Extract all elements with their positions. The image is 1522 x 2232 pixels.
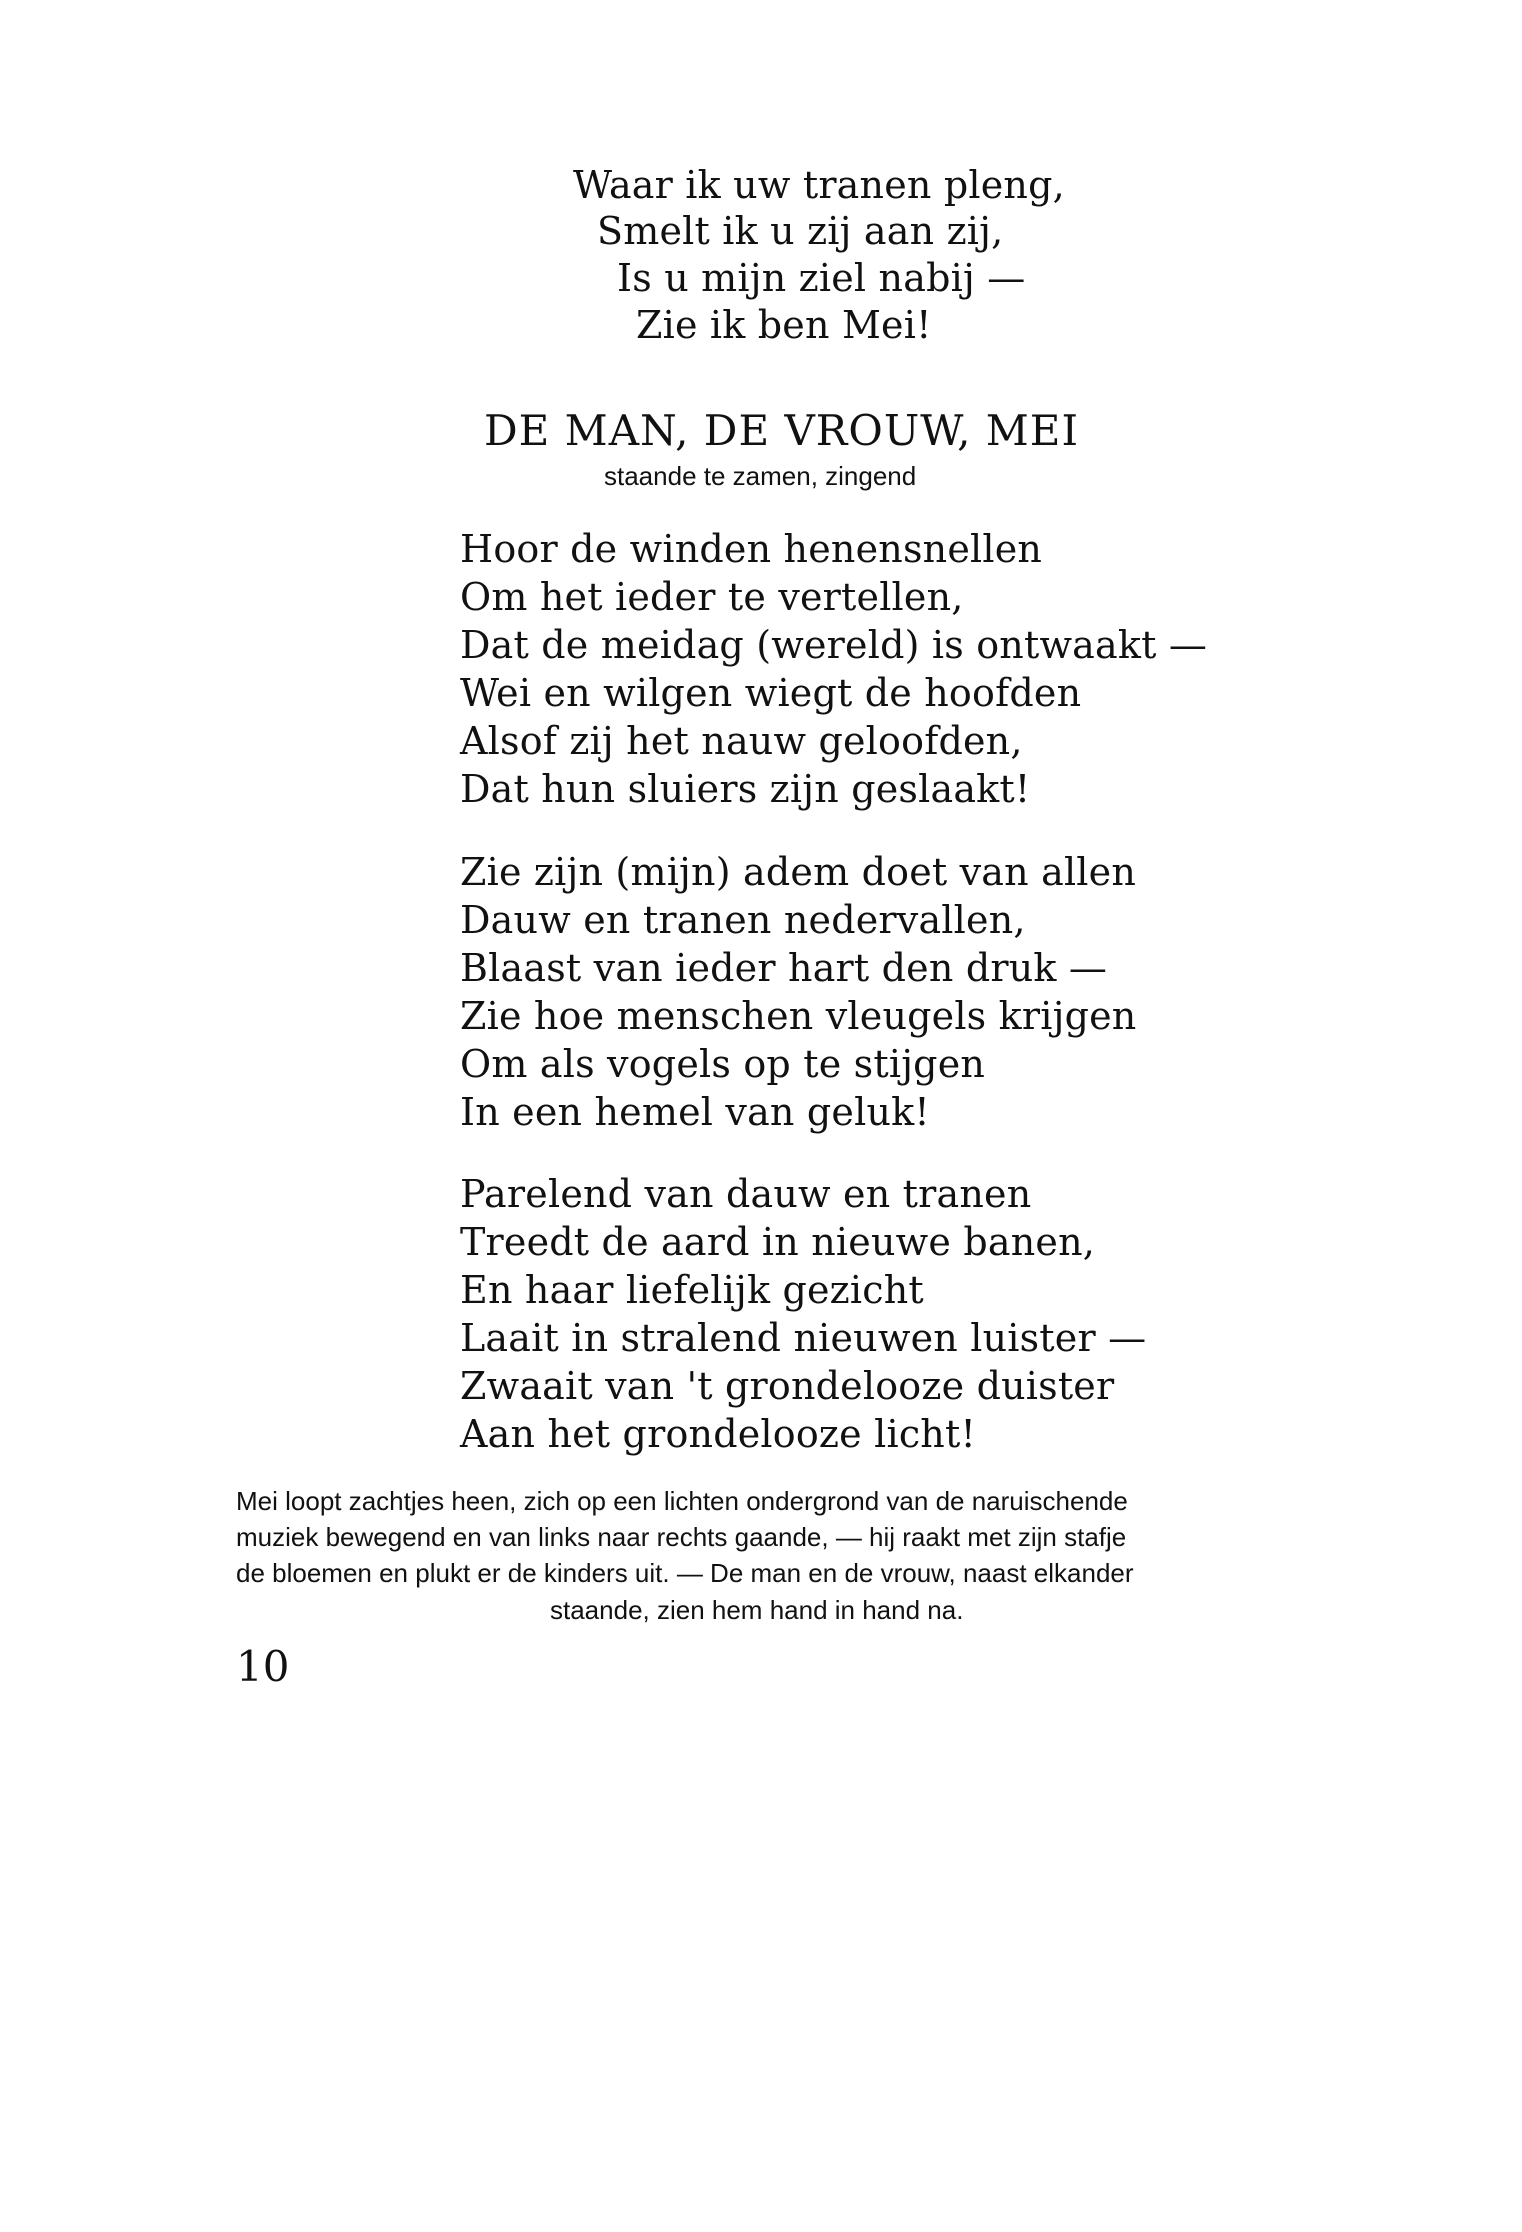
verse-line: Om als vogels op te stijgen: [460, 1042, 986, 1086]
stage-note-line: muziek bewegend en van links naar rechts gaande, — hij raakt met zijn stafje: [236, 1522, 1127, 1552]
page-number: 10: [236, 1642, 290, 1691]
verse-line: Wei en wilgen wiegt de hoofden: [460, 671, 1082, 715]
verse-line: Parelend van dauw en tranen: [460, 1172, 1032, 1216]
stage-note-line: Mei loopt zachtjes heen, zich op een lichten ondergrond van de naruischende: [236, 1486, 1128, 1516]
verse-line: Alsof zij het nauw geloofden,: [460, 719, 1023, 763]
verse-line: Blaast van ieder hart den druk —: [460, 946, 1108, 990]
verse-line: Is u mijn ziel nabij —: [617, 256, 1026, 300]
verse-line: In een hemel van geluk!: [460, 1090, 930, 1134]
stage-direction: staande te zamen, zingend: [604, 461, 917, 491]
verse-line: Zie hoe menschen vleugels krijgen: [460, 994, 1137, 1038]
verse-line: Hoor de winden henensnellen: [460, 527, 1043, 571]
verse-line: Smelt ik u zij aan zij,: [597, 209, 1004, 253]
verse-line: Zwaait van 't grondelooze duister: [460, 1364, 1115, 1408]
verse-line: En haar liefelijk gezicht: [460, 1268, 924, 1312]
verse-line: Zie zijn (mijn) adem doet van allen: [460, 850, 1137, 894]
verse-line: Dat de meidag (wereld) is ontwaakt —: [460, 623, 1208, 667]
verse-line: Zie ik ben Mei!: [636, 303, 932, 347]
verse-line: Om het ieder te vertellen,: [460, 575, 964, 619]
verse-line: Treedt de aard in nieuwe banen,: [460, 1220, 1096, 1264]
section-heading: DE MAN, DE VROUW, MEI: [484, 406, 1080, 455]
verse-line: Waar ik uw tranen pleng,: [573, 163, 1065, 207]
stage-note-line: de bloemen en plukt er de kinders uit. — De man en de vrouw, naast elkander: [236, 1558, 1134, 1588]
verse-line: Dat hun sluiers zijn geslaakt!: [460, 767, 1031, 811]
verse-line: Laait in stralend nieuwen luister —: [460, 1316, 1147, 1360]
verse-line: Aan het grondelooze licht!: [460, 1412, 976, 1456]
stage-note-line: staande, zien hem hand in hand na.: [550, 1595, 964, 1625]
verse-line: Dauw en tranen nedervallen,: [460, 898, 1026, 942]
